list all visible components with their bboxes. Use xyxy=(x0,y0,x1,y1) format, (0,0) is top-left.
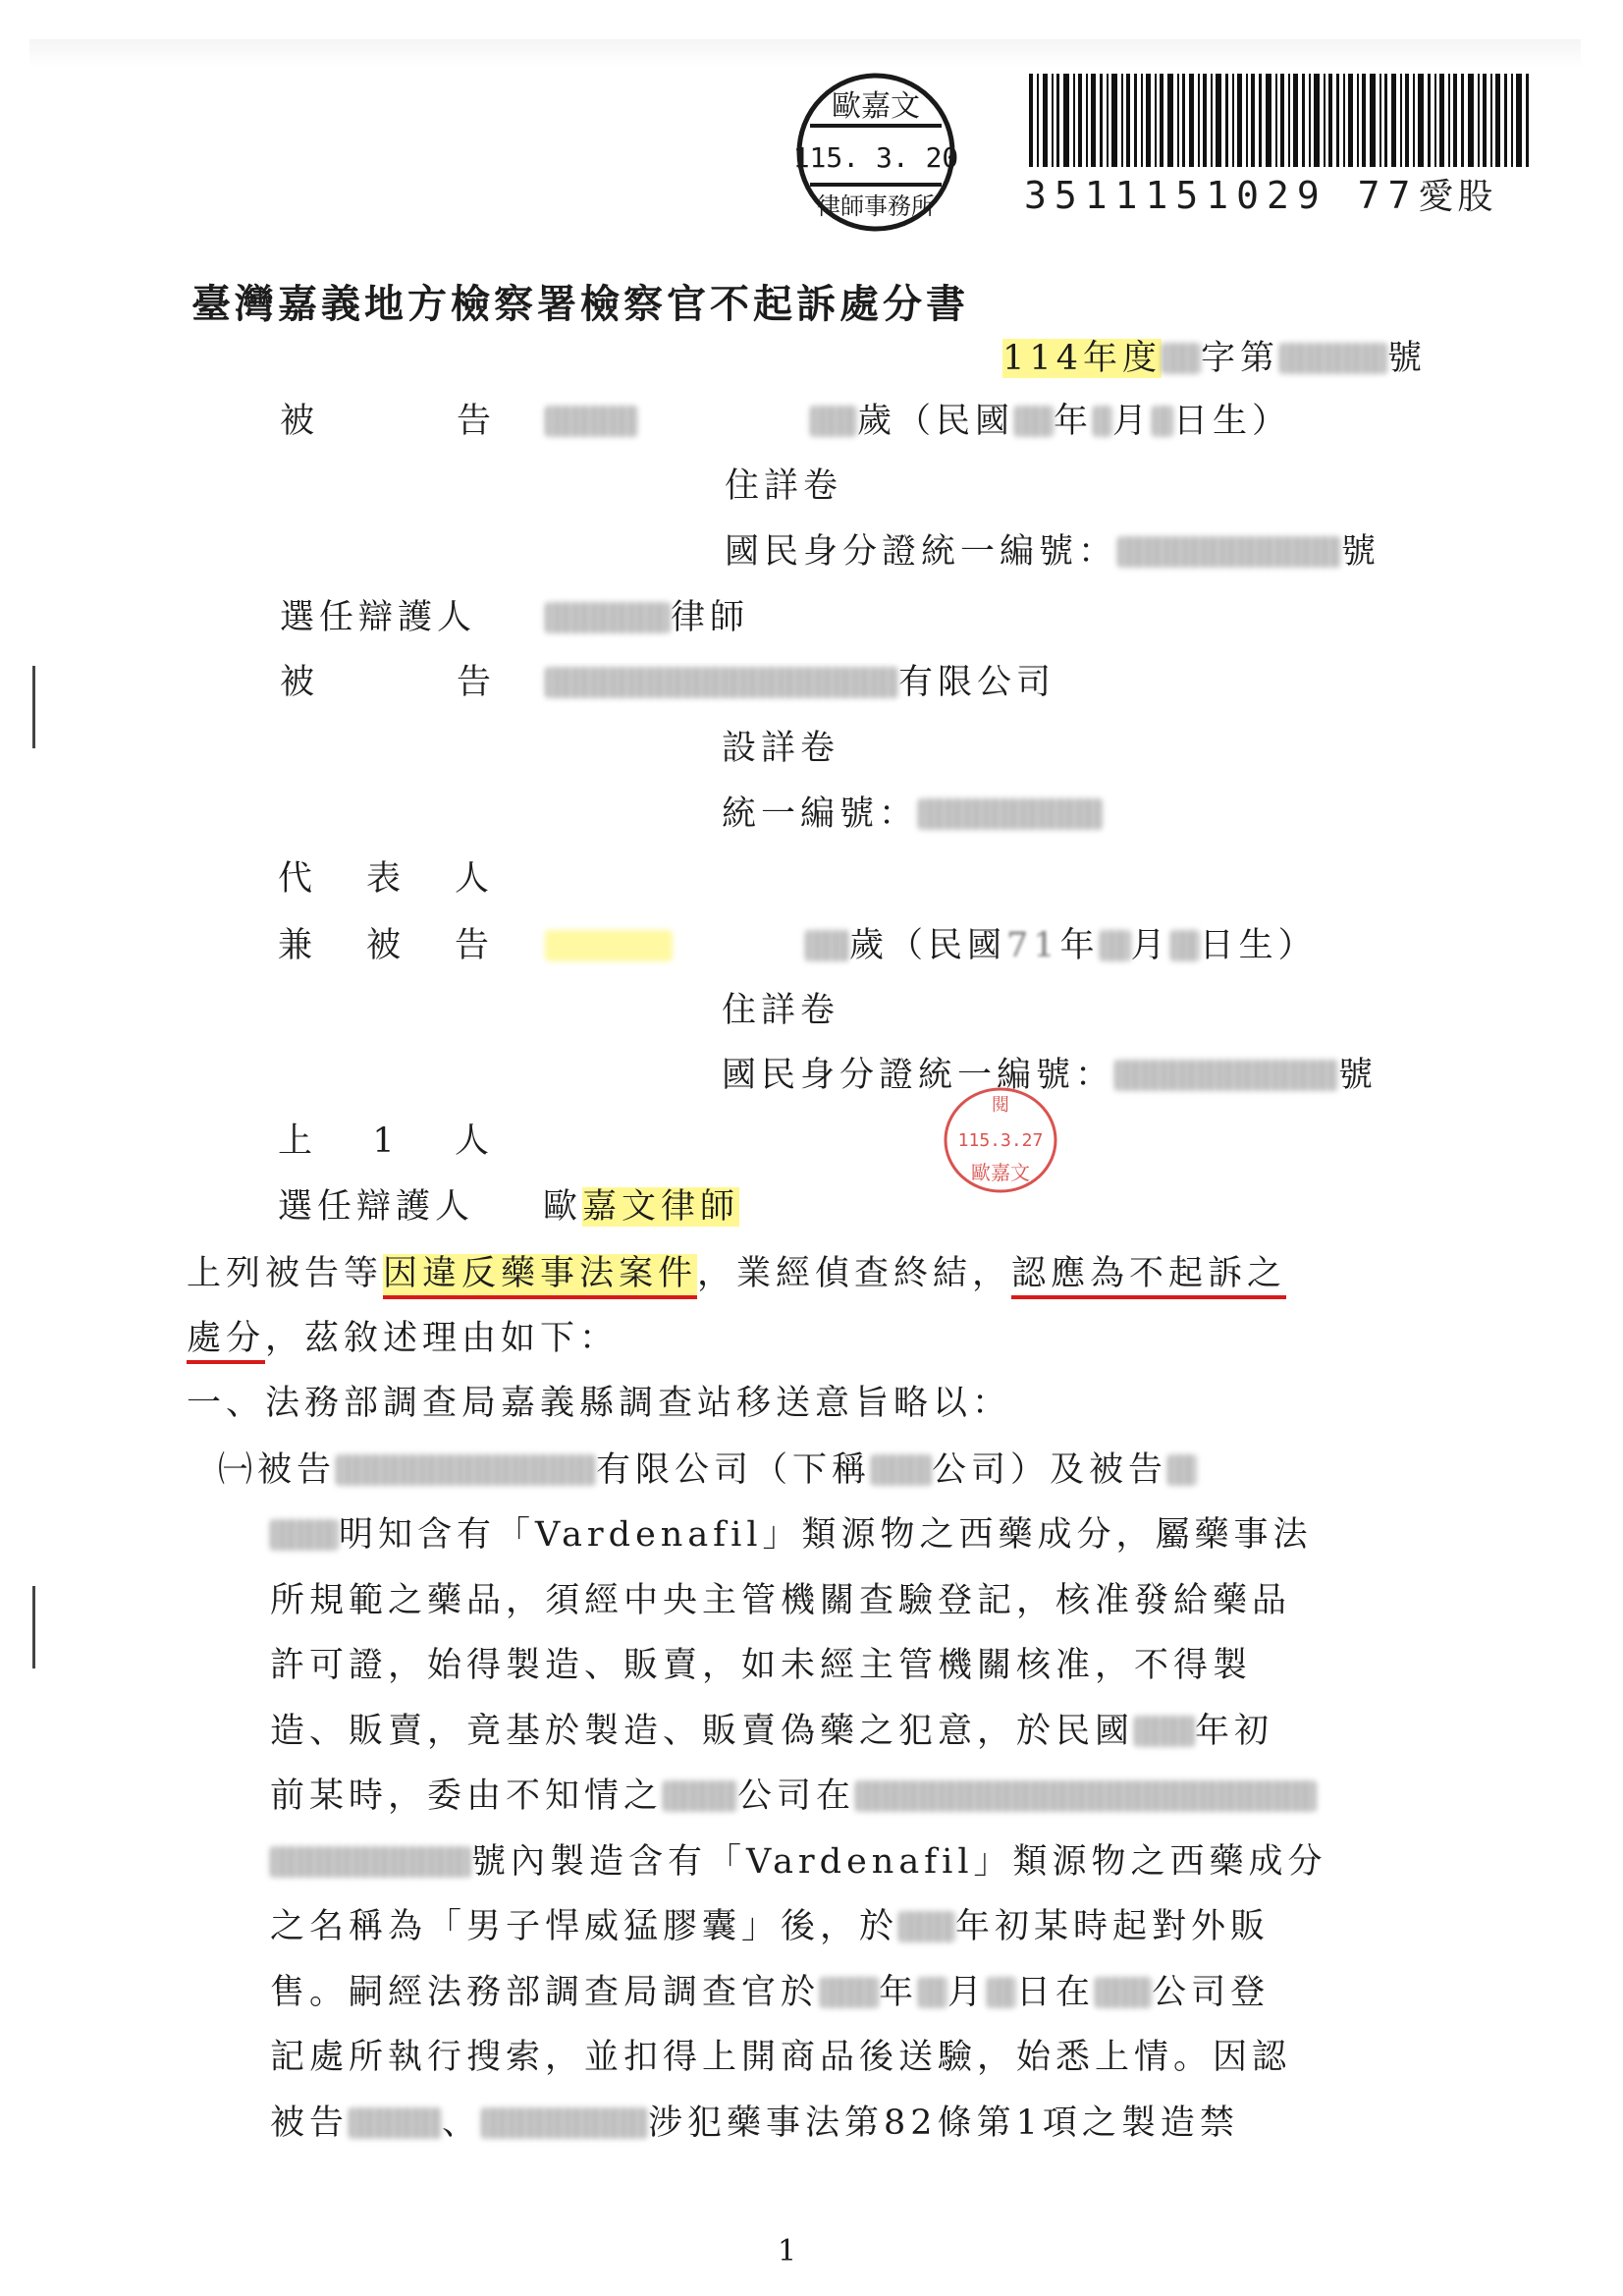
svg-text:閱: 閱 xyxy=(992,1095,1009,1116)
text: 公司）及被告 xyxy=(932,1450,1168,1490)
page-title: 臺灣嘉義地方檢察署檢察官不起訴處分書 xyxy=(191,281,969,327)
intro-line-1 xyxy=(187,1254,1287,1293)
text: 年初某時起對外販 xyxy=(955,1907,1271,1946)
barcode-unit: 愛股 xyxy=(1418,177,1497,217)
redacted-year xyxy=(1014,406,1054,437)
redacted-name-part xyxy=(1167,1454,1197,1486)
defender2-name xyxy=(543,1187,740,1227)
lawyer-suffix: 律師 xyxy=(671,598,750,637)
role-char: 人 xyxy=(454,859,494,899)
defendant2-reg xyxy=(722,794,1103,834)
scan-edge-shadow xyxy=(29,39,1581,69)
redacted-name xyxy=(545,602,671,633)
role-char: 告 xyxy=(456,663,496,702)
text: 月 xyxy=(947,1973,988,2012)
defender1-name xyxy=(545,598,750,637)
received-name: 歐嘉文 xyxy=(971,1161,1030,1184)
defendant1-role xyxy=(280,402,496,441)
intro-case-cause: 因違反藥事法案件 xyxy=(383,1254,697,1299)
lawyer-office-stamp xyxy=(790,69,962,236)
role-char: 被 xyxy=(365,926,406,965)
case-number xyxy=(1002,339,1427,378)
id-label: 國民身分證統一編號： xyxy=(725,532,1118,572)
redacted-month xyxy=(918,1977,947,2008)
month-suffix: 月 xyxy=(1130,926,1170,965)
redacted-id xyxy=(1114,1060,1338,1091)
text: 公司在 xyxy=(737,1777,856,1816)
item1-line-10: 記處所執行搜索，並扣得上開商品後送驗，始悉上情。因認 xyxy=(270,2038,1292,2077)
defendant1-id xyxy=(725,532,1381,572)
case-hao: 號 xyxy=(1386,339,1427,378)
redacted-name xyxy=(349,2107,442,2139)
redacted-address xyxy=(270,1846,471,1878)
item1-line-6 xyxy=(270,1779,1317,1814)
text: 涉犯藥事法第82條第1項之製造禁 xyxy=(648,2104,1239,2143)
case-year: 114年度 xyxy=(1002,339,1162,378)
redacted-name xyxy=(545,406,638,437)
redacted-company xyxy=(1095,1977,1152,2008)
role-char: 告 xyxy=(456,402,496,441)
text: 之名稱為「男子悍威猛膠囊」後，於 xyxy=(270,1907,899,1946)
above-one-role xyxy=(278,1121,494,1161)
received-date: 115.3.27 xyxy=(957,1130,1044,1151)
text: 被告 xyxy=(270,2104,350,2143)
defendant2-company xyxy=(545,663,1056,702)
defendant1-line xyxy=(545,402,1292,441)
id-label: 國民身分證統一編號： xyxy=(722,1056,1115,1095)
text: 前某時，委由不知情之 xyxy=(270,1777,664,1816)
age-suffix: 歲（民國 xyxy=(849,926,1007,965)
year-suffix: 年 xyxy=(1054,402,1094,441)
stamp-date: 115. 3. 20 xyxy=(792,141,959,174)
year-suffix: 年 xyxy=(1059,926,1100,965)
defendant3-line xyxy=(545,926,1318,965)
role-char: 兼 xyxy=(278,926,318,965)
redacted-company xyxy=(481,2107,648,2139)
item1-line-7 xyxy=(270,1842,1327,1882)
redacted-year xyxy=(1134,1716,1195,1747)
item1-line-2 xyxy=(270,1515,1313,1555)
defender2-given: 嘉文律師 xyxy=(582,1187,740,1227)
redacted-address xyxy=(855,1780,1317,1812)
text: 售。嗣經法務部調查局調查官於 xyxy=(270,1973,821,2012)
defendant2-address: 設詳卷 xyxy=(722,729,840,768)
redacted-short-name xyxy=(871,1454,932,1486)
id-suffix: 號 xyxy=(1341,532,1381,572)
month-suffix: 月 xyxy=(1112,402,1153,441)
item1-line-8 xyxy=(270,1907,1271,1946)
intro-decision-end: 處分 xyxy=(187,1319,265,1364)
redacted-month xyxy=(1100,930,1131,961)
item1-line-3: 所規範之藥品，須經中央主管機關查驗登記，核准發給藥品 xyxy=(270,1581,1292,1620)
representative-role xyxy=(278,859,494,899)
redacted-company xyxy=(336,1454,596,1486)
item-marker: ㈠ xyxy=(218,1450,258,1490)
defendant1-address: 住詳卷 xyxy=(725,466,843,506)
role-char: 代 xyxy=(278,859,318,899)
text: 被告 xyxy=(257,1450,337,1490)
text: 、 xyxy=(442,2104,482,2143)
intro-f: ，茲敘述理由如下： xyxy=(265,1319,620,1358)
defender2-surname: 歐 xyxy=(543,1187,583,1227)
role-char: 被 xyxy=(280,402,320,441)
section1-heading: 一、法務部調查局嘉義縣調查站移送意旨略以： xyxy=(187,1384,1012,1423)
redacted-id xyxy=(1117,536,1341,568)
redacted-company xyxy=(545,667,898,698)
id-suffix: 號 xyxy=(1338,1056,1379,1095)
day-suffix: 日生） xyxy=(1173,402,1292,441)
margin-mark xyxy=(32,666,35,748)
item1-line-4: 許可證，始得製造、販賣，如未經主管機關核准，不得製 xyxy=(270,1646,1253,1685)
received-stamp xyxy=(941,1085,1060,1195)
text: 號內製造含有「Vardenafil」類源物之西藥成分 xyxy=(471,1842,1327,1882)
item1-line-1 xyxy=(218,1450,1197,1490)
role-char: 告 xyxy=(454,926,494,965)
day-suffix: 日生） xyxy=(1199,926,1318,965)
text: 日在 xyxy=(1016,1973,1096,2012)
role-char: 1 xyxy=(372,1121,400,1161)
defender2-role: 選任辯護人 xyxy=(278,1187,475,1227)
item1-line-5 xyxy=(270,1712,1274,1751)
text: 有限公司（下稱 xyxy=(596,1450,872,1490)
intro-line-2 xyxy=(187,1319,620,1358)
redacted-company xyxy=(663,1780,737,1812)
case-zi: 字第 xyxy=(1200,339,1279,378)
redacted-month xyxy=(1093,406,1112,437)
page-number: 1 xyxy=(778,2234,797,2269)
text: 年初 xyxy=(1195,1712,1274,1751)
redacted-year xyxy=(898,1911,955,1942)
redacted-day xyxy=(987,1977,1016,2008)
defendant3-address: 住詳卷 xyxy=(722,991,840,1030)
role-char: 上 xyxy=(278,1121,318,1161)
text: 造、販賣，竟基於製造、販賣偽藥之犯意，於民國 xyxy=(270,1712,1135,1751)
reg-label: 統一編號： xyxy=(722,794,919,834)
item1-line-9 xyxy=(270,1973,1271,2012)
item1-line-11 xyxy=(270,2106,1239,2141)
redacted-day xyxy=(1152,406,1173,437)
redacted-age xyxy=(810,406,857,437)
defendant2-role xyxy=(280,663,496,702)
role-char: 被 xyxy=(280,663,320,702)
text: 年 xyxy=(879,1973,919,2012)
margin-mark xyxy=(32,1586,35,1668)
barcode-number-row xyxy=(1024,169,1496,219)
defender1-role: 選任辯護人 xyxy=(280,598,477,637)
intro-c: ，業經偵查終結， xyxy=(697,1254,1012,1293)
barcode-image xyxy=(1029,74,1530,167)
redacted-case-word xyxy=(1162,343,1201,374)
intro-decision: 認應為不起訴之 xyxy=(1011,1254,1286,1299)
role-char: 表 xyxy=(365,859,406,899)
role-char: 人 xyxy=(454,1121,494,1161)
redacted-year xyxy=(820,1977,879,2008)
barcode-number: 3511151029 77 xyxy=(1024,174,1419,217)
redacted-name-part xyxy=(270,1519,339,1551)
intro-a: 上列被告等 xyxy=(187,1254,384,1293)
redacted-day xyxy=(1170,930,1200,961)
redacted-name xyxy=(545,930,673,961)
age-suffix: 歲（民國 xyxy=(857,402,1015,441)
redacted-case-serial xyxy=(1279,343,1387,374)
stamp-office: 律師事務所 xyxy=(817,192,935,220)
stamp-name: 歐嘉文 xyxy=(832,89,920,124)
redacted-reg-no xyxy=(918,798,1103,830)
birth-year: 71 xyxy=(1006,926,1060,965)
text: 明知含有「Vardenafil」類源物之西藥成分，屬藥事法 xyxy=(339,1515,1313,1555)
company-suffix: 有限公司 xyxy=(898,663,1056,702)
redacted-age xyxy=(805,930,849,961)
text: 公司登 xyxy=(1152,1973,1271,2012)
defendant3-role xyxy=(278,926,494,965)
